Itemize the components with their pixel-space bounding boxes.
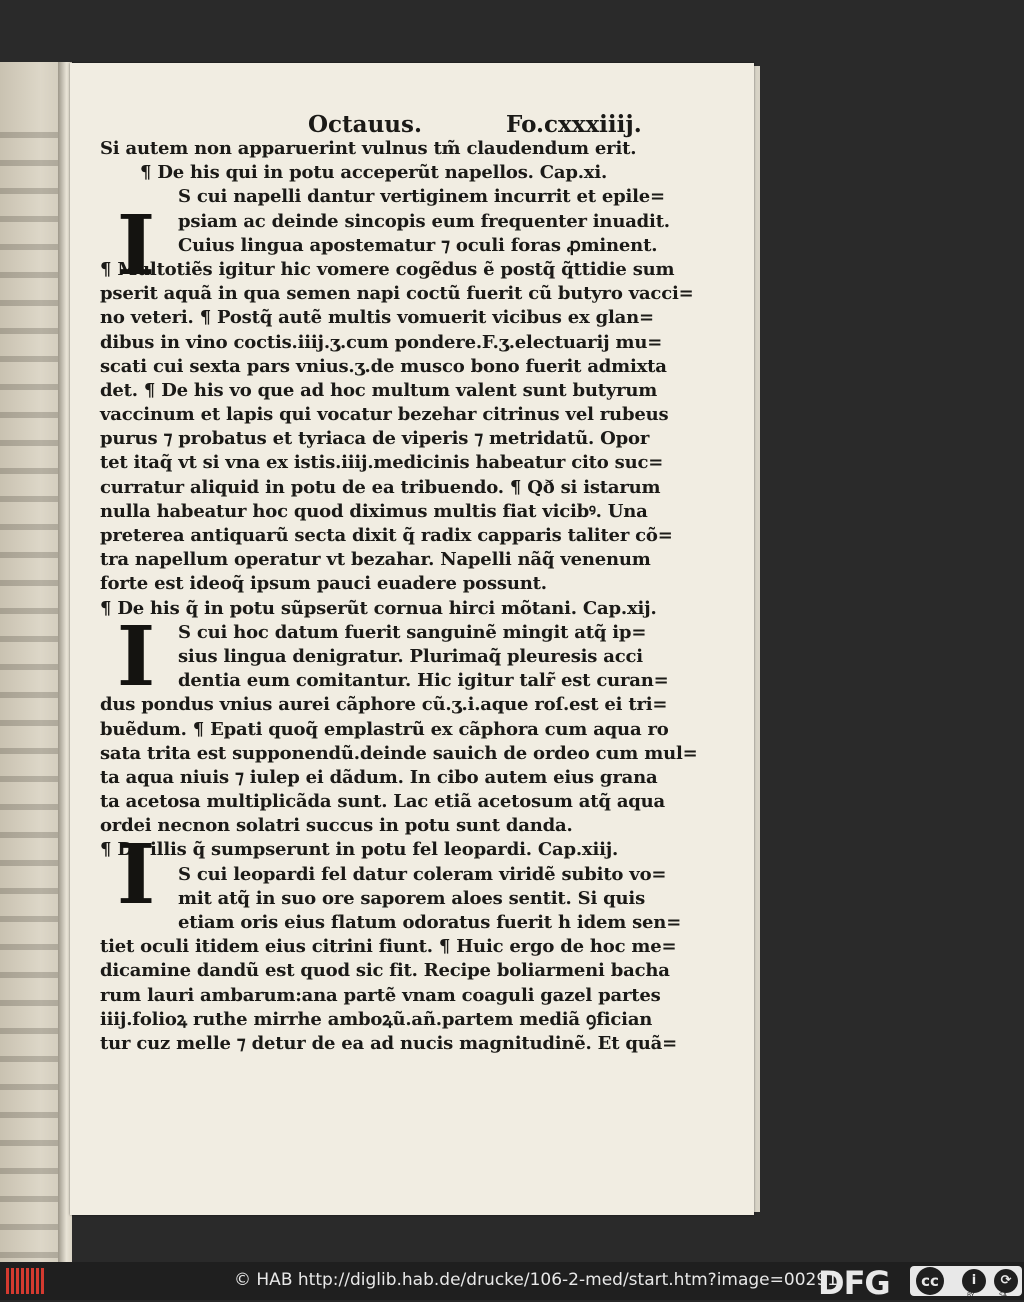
- text-line: curratur aliquid in potu de ea tribuendo. ¶ Qð si istarum: [100, 476, 661, 498]
- text-line: rum lauri ambarum:ana partẽ vnam coaguli gazel partes: [100, 984, 661, 1006]
- text-line: forte est ideoq̃ ipsum pauci euadere possunt.: [100, 573, 547, 595]
- text-line: Si autem non apparuerint vulnus tm̃ claudendum erit.: [100, 138, 637, 159]
- by-label: BY: [967, 1292, 975, 1299]
- text-line: dus pondus vnius aurei cãphore cũ.ʒ.i.aque roſ.est ei tri=: [100, 694, 668, 716]
- text-line: Cuius lingua apostematur ⁊ oculi foras ꝓminent.: [178, 234, 658, 256]
- text-line: mit atq̃ in suo ore saporem aloes sentit. Si quis: [178, 887, 646, 909]
- credit-link[interactable]: © HAB http://diglib.hab.de/drucke/106-2-med/start.htm?image=00291: [234, 1270, 838, 1290]
- viewer-footer: [0, 1262, 1024, 1300]
- cc-icon: cc: [916, 1267, 944, 1295]
- facing-page-text: [0, 132, 60, 1262]
- book-page: [70, 63, 754, 1215]
- dfg-logo: DFG: [818, 1264, 890, 1302]
- creative-commons-icon[interactable]: [910, 1266, 1022, 1299]
- chapter-heading: ¶ De his q̃ in potu sũpserũt cornua hirci mõtani. Cap.xij.: [100, 597, 657, 619]
- text-line: preterea antiquarũ secta dixit q̃ radix capparis taliter cõ=: [100, 525, 673, 546]
- text-line: iiij.folioꝝ ruthe mirrhe amboꝝũ.añ.partem mediã ꝯfician: [100, 1008, 653, 1030]
- chapter-heading: ¶ De his qui in potu acceperũt napellos. Cap.xi.: [140, 162, 608, 184]
- text-line: buẽdum. ¶ Epati quoq̃ emplastrũ ex cãphora cum aqua ro: [100, 718, 669, 740]
- text-line: sata trita est supponendũ.deinde sauich de ordeo cum mul=: [100, 742, 698, 764]
- text-line: pserit aquã in qua semen napi coctũ fuerit cũ butyro vacci=: [100, 283, 694, 305]
- folio-number: Fo.cxxxiiij.: [506, 111, 642, 138]
- text-line: sius lingua denigratur. Plurimaq̃ pleuresis acci: [178, 645, 643, 667]
- text-line: dibus in vino coctis.iiij.ʒ.cum pondere.F.ʒ.electuarij mu=: [100, 331, 663, 353]
- attribution-icon: i: [962, 1269, 986, 1293]
- text-line: ¶ Multotiẽs igitur hic vomere cogẽdus ẽ postq̃ q̃ttidie sum: [100, 258, 675, 280]
- text-line: tiet oculi itidem eius citrini fiunt. ¶ Huic ergo de hoc me=: [100, 936, 677, 958]
- sa-label: SA: [999, 1292, 1008, 1299]
- running-title: Octauus.: [308, 111, 422, 138]
- text-line: tur cuz melle ⁊ detur de ea ad nucis magnitudinẽ. Et quã=: [100, 1032, 677, 1054]
- share-alike-icon: ⟳: [994, 1269, 1018, 1293]
- text-line: vaccinum et lapis qui vocatur bezehar citrinus vel rubeus: [100, 404, 669, 426]
- text-line: psiam ac deinde sincopis eum frequenter inuadit.: [178, 210, 670, 232]
- text-line: S cui hoc datum fuerit sanguinẽ mingit atq̃ ip=: [178, 621, 647, 643]
- chapter-heading: ¶ De illis q̃ sumpserunt in potu fel leopardi. Cap.xiij.: [100, 839, 619, 861]
- text-line: no veteri. ¶ Postq̃ autẽ multis vomuerit vicibus ex glan=: [100, 307, 654, 329]
- text-line: nulla habeatur hoc quod diximus multis fiat vicibꝰ. Una: [100, 500, 648, 522]
- decorated-initial: I: [116, 609, 156, 705]
- text-line: tra napellum operatur vt bezahar. Napelli nãq̃ venenum: [100, 549, 651, 571]
- text-line: ta aqua niuis ⁊ iulep ei dãdum. In cibo autem eius grana: [100, 766, 658, 788]
- text-line: dicamine dandũ est quod sic fit. Recipe boliarmeni bacha: [100, 960, 670, 982]
- text-line: dentia eum comitantur. Hic igitur talr̃ est curan=: [178, 670, 669, 692]
- text-line: tet itaq̃ vt si vna ex istis.iiij.medicinis habeatur cito suc=: [100, 452, 664, 474]
- text-line: scati cui sexta pars vnius.ʒ.de musco bono fuerit admixta: [100, 355, 667, 377]
- text-line: ta acetosa multiplicãda sunt. Lac etiã acetosum atq̃ aqua: [100, 791, 666, 813]
- barcode-icon: [6, 1268, 44, 1294]
- decorated-initial: I: [116, 198, 156, 294]
- text-line: S cui napelli dantur vertiginem incurrit et epile=: [178, 186, 665, 208]
- text-line: S cui leopardi fel datur coleram viridẽ subito vo=: [178, 863, 667, 885]
- decorated-initial: I: [116, 827, 156, 923]
- text-line: ordei necnon solatri succus in potu sunt danda.: [100, 815, 573, 837]
- text-line: det. ¶ De his vo que ad hoc multum valent sunt butyrum: [100, 379, 658, 401]
- text-line: etiam oris eius flatum odoratus fuerit h idem sen=: [178, 912, 682, 933]
- page-edge: [754, 66, 760, 1212]
- text-line: purus ⁊ probatus et tyriaca de viperis ⁊ metridatũ. Opor: [100, 428, 650, 450]
- text-block: [100, 137, 698, 1056]
